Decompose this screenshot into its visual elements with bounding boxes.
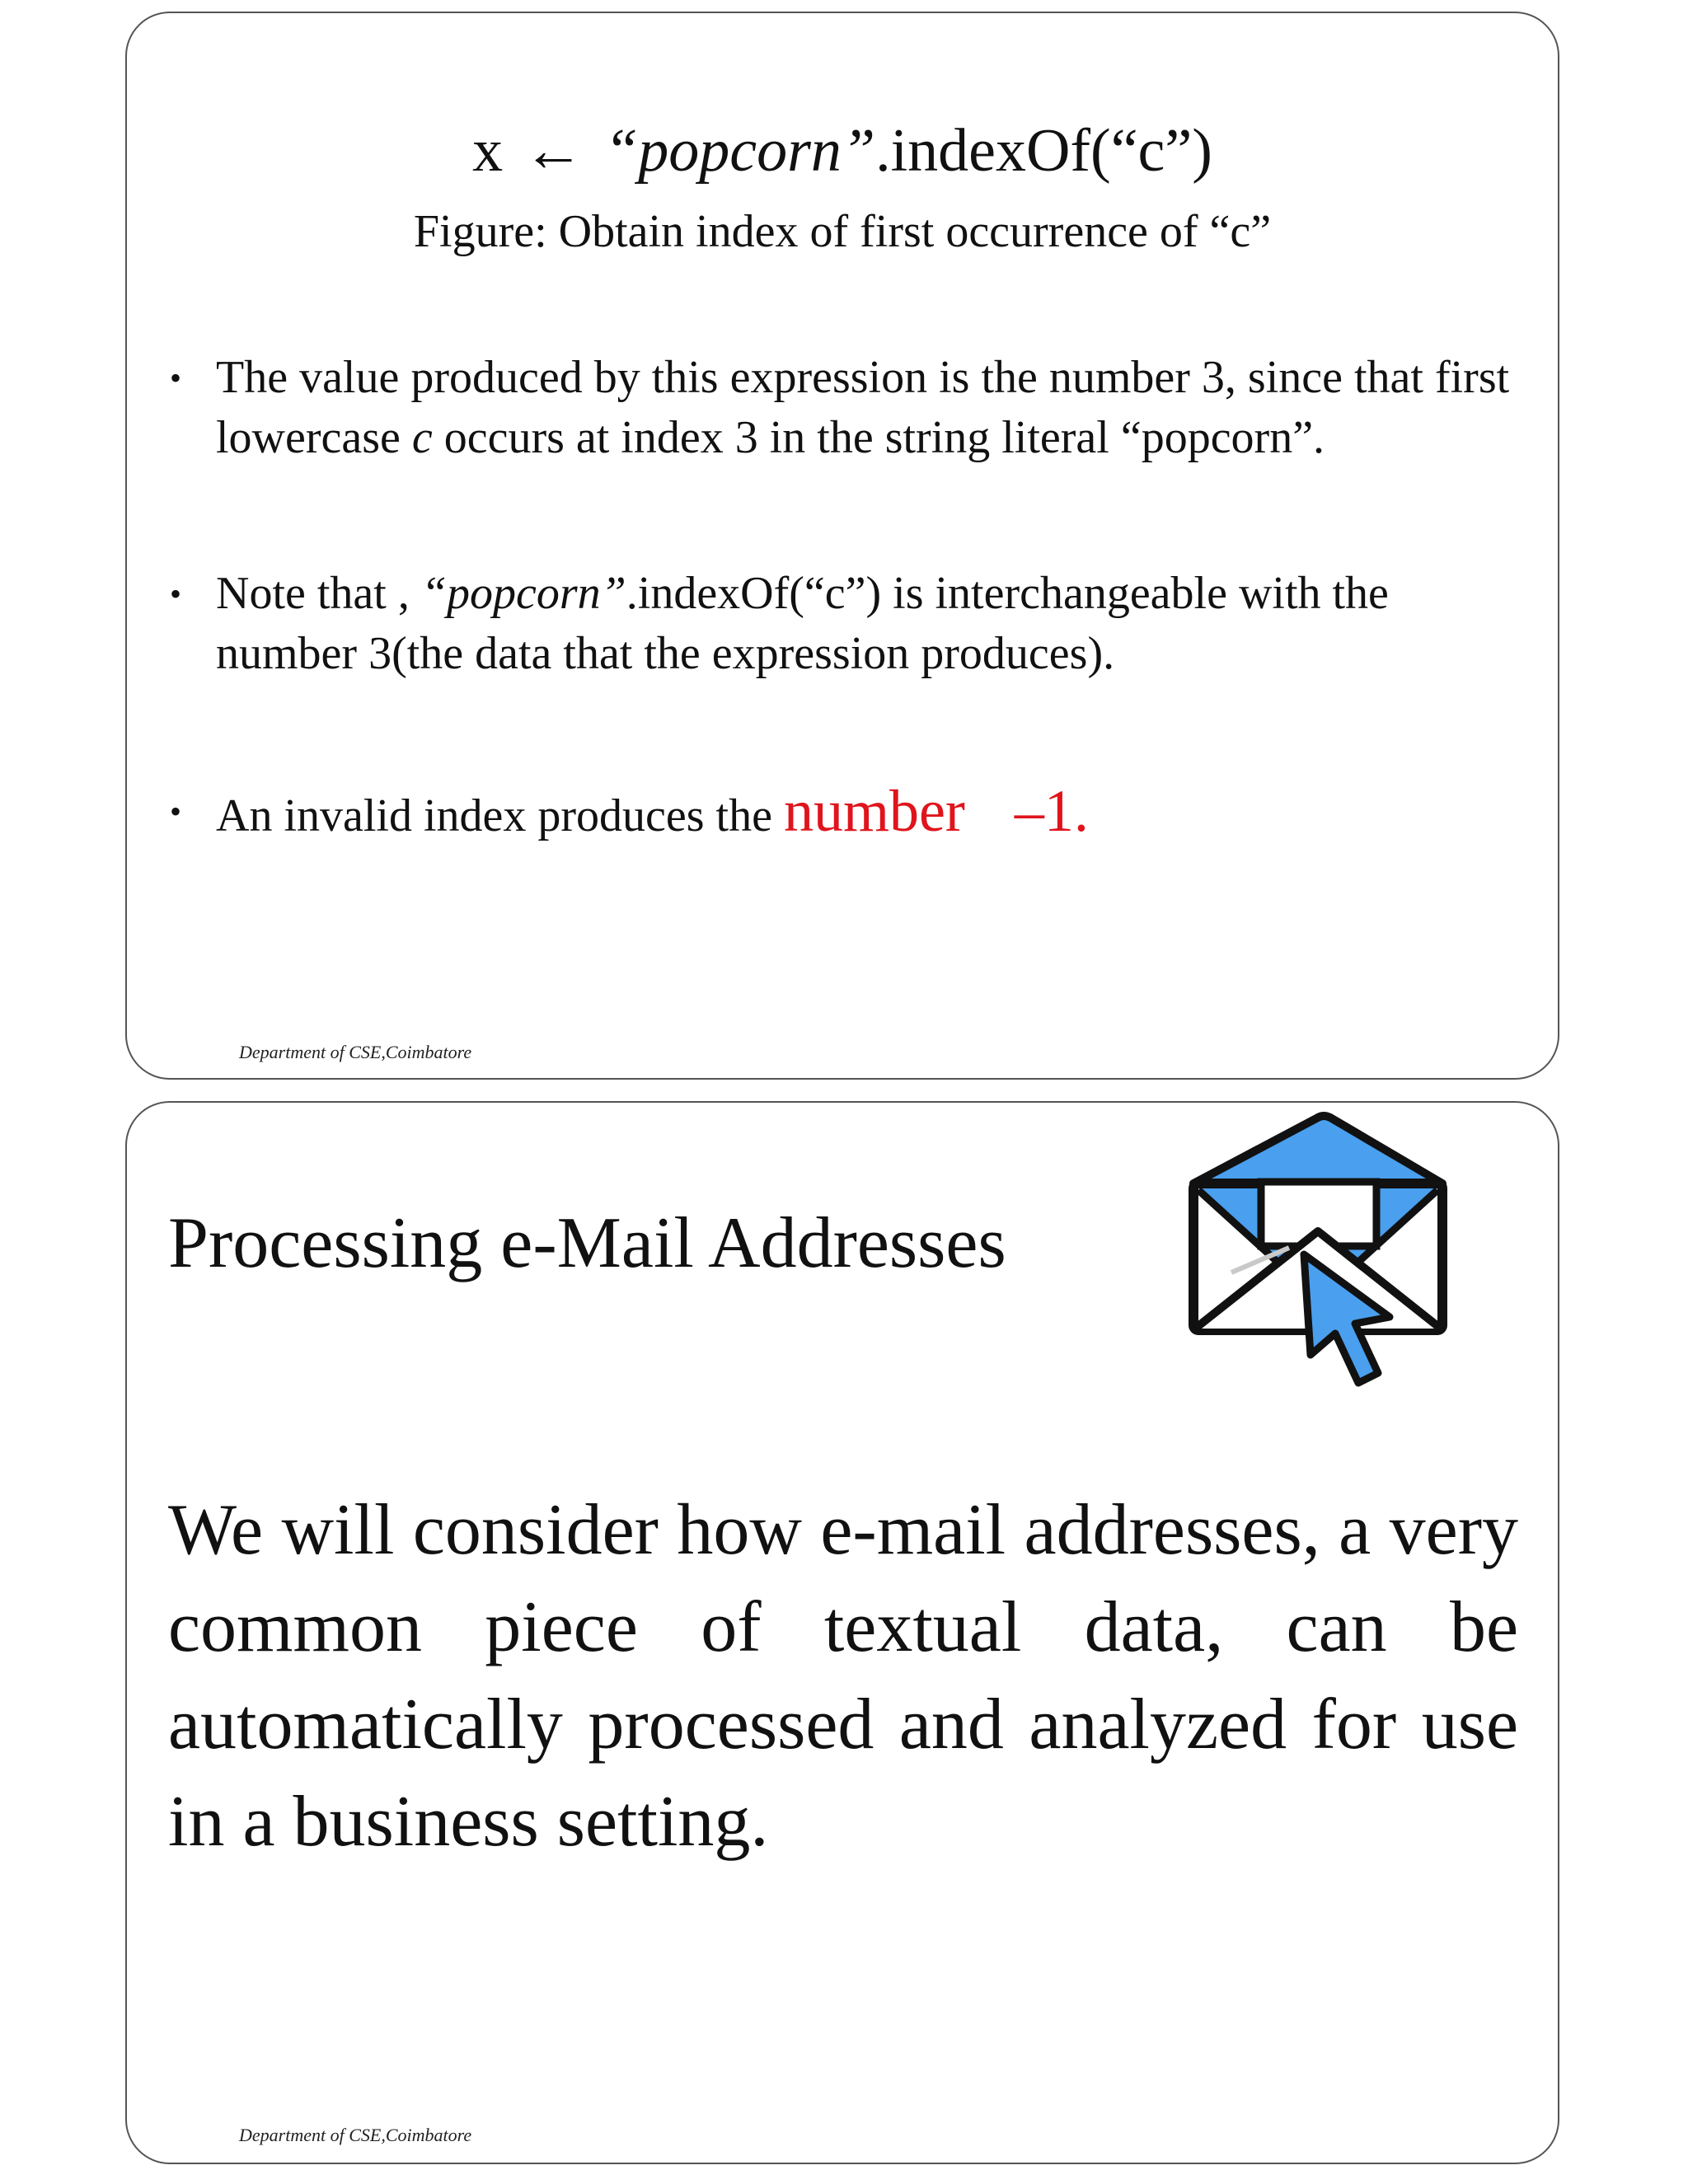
bullet-item: • The value produced by this expression is the number 3, since that first lowercase c occurs at index 3 in the string literal “popcorn”. [170,348,1522,468]
highlight-minus-one: –1. [1014,778,1089,844]
bullet-icon: • [170,793,182,830]
literal-popcorn: “popcorn” [420,568,626,619]
figure-caption: Figure: Obtain index of first occurrence of “c” [413,206,1272,257]
highlight-number: number [783,778,965,844]
formula [127,117,1558,185]
slide-body-text: We will consider how e-mail addresses, a very common piece of textual data, can be automatically processed and analyzed for use in a business setting. [168,1490,1518,1862]
slide-email-processing [125,1101,1559,2164]
slide-index-of [125,12,1559,1080]
bullet-list [170,348,1522,846]
char-c: c [411,412,433,463]
slide-title: Processing e-Mail Addresses [168,1203,1006,1283]
bullet-item: • An invalid index produces the number –1. [170,778,1089,844]
formula-literal: “popcorn” [604,117,876,185]
slide-footer: Department of CSE,Coimbatore [239,2125,472,2145]
bullet-icon: • [170,359,182,396]
bullet-item: • Note that , “popcorn”.indexOf(“c”) is interchangeable with the number 3(the data that the expression produces). [170,564,1522,684]
formula-method: .indexOf(“c”) [875,117,1212,185]
bullet-icon: • [170,575,182,612]
formula-variable: x [472,117,504,185]
slide-footer: Department of CSE,Coimbatore [239,1042,472,1062]
envelope-with-cursor-icon [1182,1108,1454,1404]
assignment-arrow-icon: ← [523,117,584,185]
